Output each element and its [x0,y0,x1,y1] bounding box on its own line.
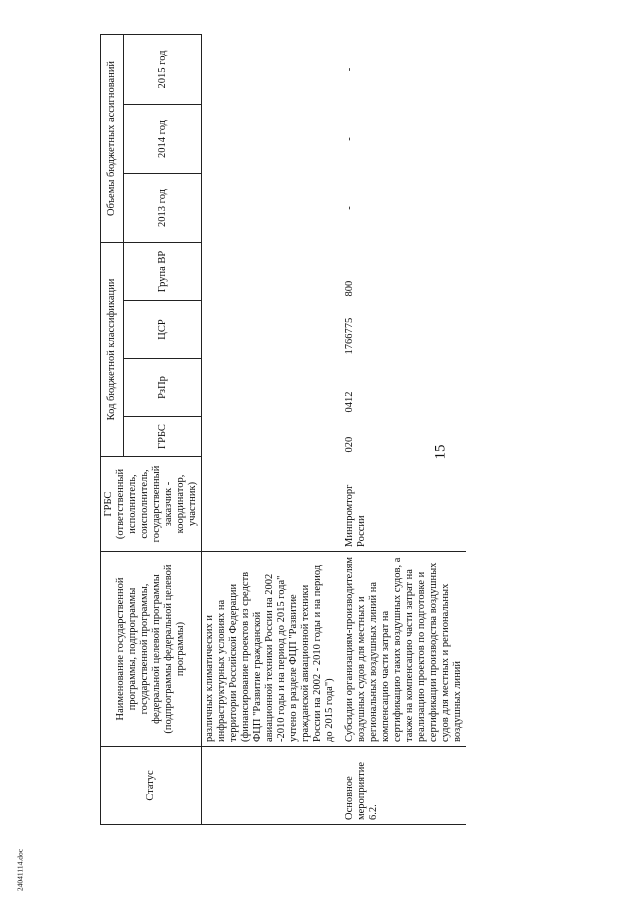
header-budget-code-group: Код бюджетной классификации [101,242,124,456]
cell-grbs-code [202,417,339,457]
cell-2013 [202,173,339,242]
cell-grbs: Минпромторг России [344,484,367,547]
cell-2015 [202,34,339,104]
cell-program-name: различных климатических и инфраструктурных условиях на территории Российской Федерации (финансирование проектов из средств ФЦП "Развитие гражданской авиационной техники России на 2002 -2010 годы и на период до 2015 года" учтено в разделе ФЦП "Развитие гражданской авиационной техники России на 2002 - 2010 годы и на период до 2015 года") [202,552,339,747]
cell-vr [202,242,339,300]
header-program-name: Наименование государственной программы, подпрограммы государственной программы, федеральной целевой программы (подпрограммы федеральной целевой программы) [101,552,202,747]
header-rzpr: РзПр [124,359,202,417]
cell-csr: 1766775 [344,317,355,355]
cell-2014: - [344,137,355,141]
cell-status [202,747,339,825]
table-row [202,34,339,824]
cell-vr: 800 [344,280,355,297]
header-grbs: ГРБС (ответственный исполнитель, соисполнитель, государственный заказчик - координатор, участник) [101,457,202,552]
cell-status: Основное мероприятие 6.2. [338,747,466,825]
header-csr: ЦСР [124,301,202,359]
header-vr-group: Група ВР [124,242,202,300]
cell-grbs [202,457,339,552]
header-grbs-code: ГРБС [124,417,202,457]
header-volumes-group: Объемы бюджетных ассигнований [101,34,124,242]
page-number: 15 [432,444,449,460]
cell-rzpr [202,359,339,417]
cell-rzpr: 0412 [344,391,355,413]
cell-grbs-code: 020 [344,436,355,453]
budget-table-sheet [100,35,640,825]
cell-program-name: Субсидии организациям-производителям воздушных судов для местных и региональных воздушных линий на компенсацию части затрат на сертификацию таких воздушных судов, а также на компенсацию части затрат на реализацию проектов по подготовке и сертификации производства воздушных судов для местных и региональных воздушных линий [338,552,466,747]
header-year-2014: 2014 год [124,104,202,173]
cell-2013: - [344,206,355,210]
cell-2015: - [344,67,355,72]
cell-csr [202,301,339,359]
header-year-2013: 2013 год [124,173,202,242]
footer-filename: 24041114.doc [15,848,25,892]
budget-table [100,34,466,825]
header-status: Статус [101,747,202,825]
table-row [338,34,466,824]
cell-2014 [202,104,339,173]
header-year-2015: 2015 год [124,34,202,104]
